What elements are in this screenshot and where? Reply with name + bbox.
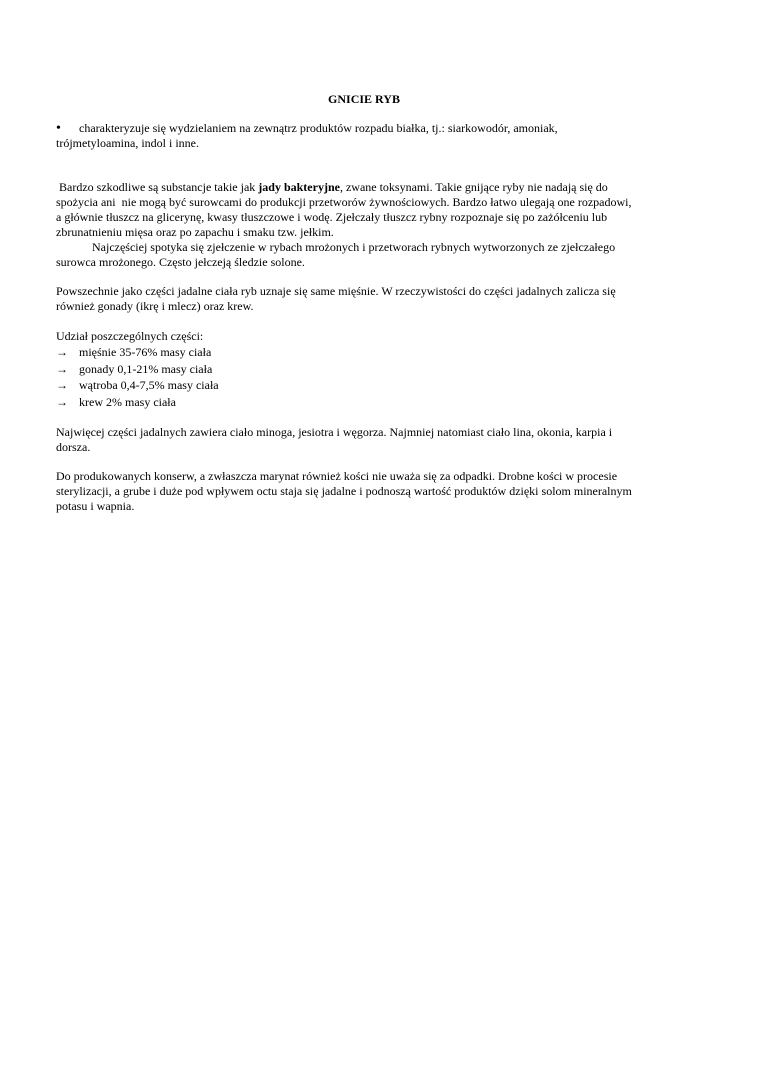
arrow-right-icon: → bbox=[56, 378, 68, 392]
para2-line-2: również gonady (ikrę i mlecz) oraz krew. bbox=[56, 299, 254, 313]
para3-line-2: dorsza. bbox=[56, 440, 91, 454]
parts-list-item bbox=[56, 394, 696, 411]
bullet-line-1: charakteryzuje się wydzielaniem na zewnątrz produktów rozpadu białka, tj.: siarkowodór, amoniak, bbox=[79, 121, 558, 135]
para1-line-5: Najczęściej spotyka się zjełczenie w rybach mrożonych i przetworach rybnych wytworzonych ze zjełczałego bbox=[92, 240, 616, 254]
bullet-line-2: trójmetyloamina, indol i inne. bbox=[56, 136, 199, 150]
parts-list-item bbox=[56, 344, 696, 361]
arrow-right-icon: → bbox=[56, 345, 68, 359]
paragraph-most-edible bbox=[56, 425, 696, 455]
para4-line-3: potasu i wapnia. bbox=[56, 499, 135, 513]
arrow-right-icon: → bbox=[56, 394, 68, 409]
para1-line-6: surowca mrożonego. Często jełczeją śledzie solone. bbox=[56, 255, 305, 269]
para4-line-2: sterylizacji, a grube i duże pod wpływem octu staja się jadalne i podnoszą wartość produktów dzięki solom mineralnym bbox=[56, 484, 632, 498]
para1-line-1 bbox=[56, 180, 696, 195]
para1-line-3: a głównie tłuszcz na glicerynę, kwasy tłuszczowe i wodę. Zjełczały tłuszcz rybny rozpoznaje się po zażółceniu lub bbox=[56, 210, 608, 224]
para1-bold-term: jady bakteryjne bbox=[258, 180, 340, 194]
para3-line-1: Najwięcej części jadalnych zawiera ciało minoga, jesiotra i węgorza. Najmniej natomiast ciało lina, okonia, karpia i bbox=[56, 425, 613, 439]
para1-line-2: spożycia ani nie mogą być surowcami do produkcji przetworów żywnościowych. Bardzo łatwo ulegają one rozpadowi, bbox=[56, 195, 632, 209]
para4-line-1: Do produkowanych konserw, a zwłaszcza marynat również kości nie uważa się za odpadki. Drobne kości w procesie bbox=[56, 469, 618, 483]
para2-line-1: Powszechnie jako części jadalne ciała ryb uznaje się same mięśnie. W rzeczywistości do części jadalnych zalicza się bbox=[56, 284, 616, 298]
paragraph-toxins bbox=[56, 180, 696, 270]
bullet-paragraph bbox=[56, 121, 696, 151]
parts-section bbox=[56, 328, 696, 410]
para1-line-4: zbrunatnieniu mięsa oraz po zapachu i smaku tzw. jełkim. bbox=[56, 225, 334, 239]
para1-line-1-pre: Bardzo szkodliwe są substancje takie jak bbox=[56, 180, 259, 194]
parts-item-label: wątroba 0,4-7,5% masy ciała bbox=[79, 378, 219, 392]
para1-line-1-post: , zwane toksynami. Takie gnijące ryby nie nadają się do bbox=[339, 180, 608, 194]
parts-item-label: gonady 0,1-21% masy ciała bbox=[79, 361, 213, 376]
paragraph-edible-parts bbox=[56, 284, 696, 314]
parts-list-item bbox=[56, 377, 696, 394]
parts-list-item bbox=[56, 361, 696, 378]
parts-heading: Udział poszczególnych części: bbox=[56, 329, 204, 343]
arrow-right-icon: → bbox=[56, 361, 68, 376]
parts-item-label: krew 2% masy ciała bbox=[79, 394, 176, 409]
parts-item-label: mięśnie 35-76% masy ciała bbox=[79, 345, 212, 359]
bullet-icon: • bbox=[56, 121, 61, 136]
document-title: GNICIE RYB bbox=[328, 92, 400, 106]
bullet-item bbox=[56, 121, 696, 136]
paragraph-canned bbox=[56, 469, 696, 514]
